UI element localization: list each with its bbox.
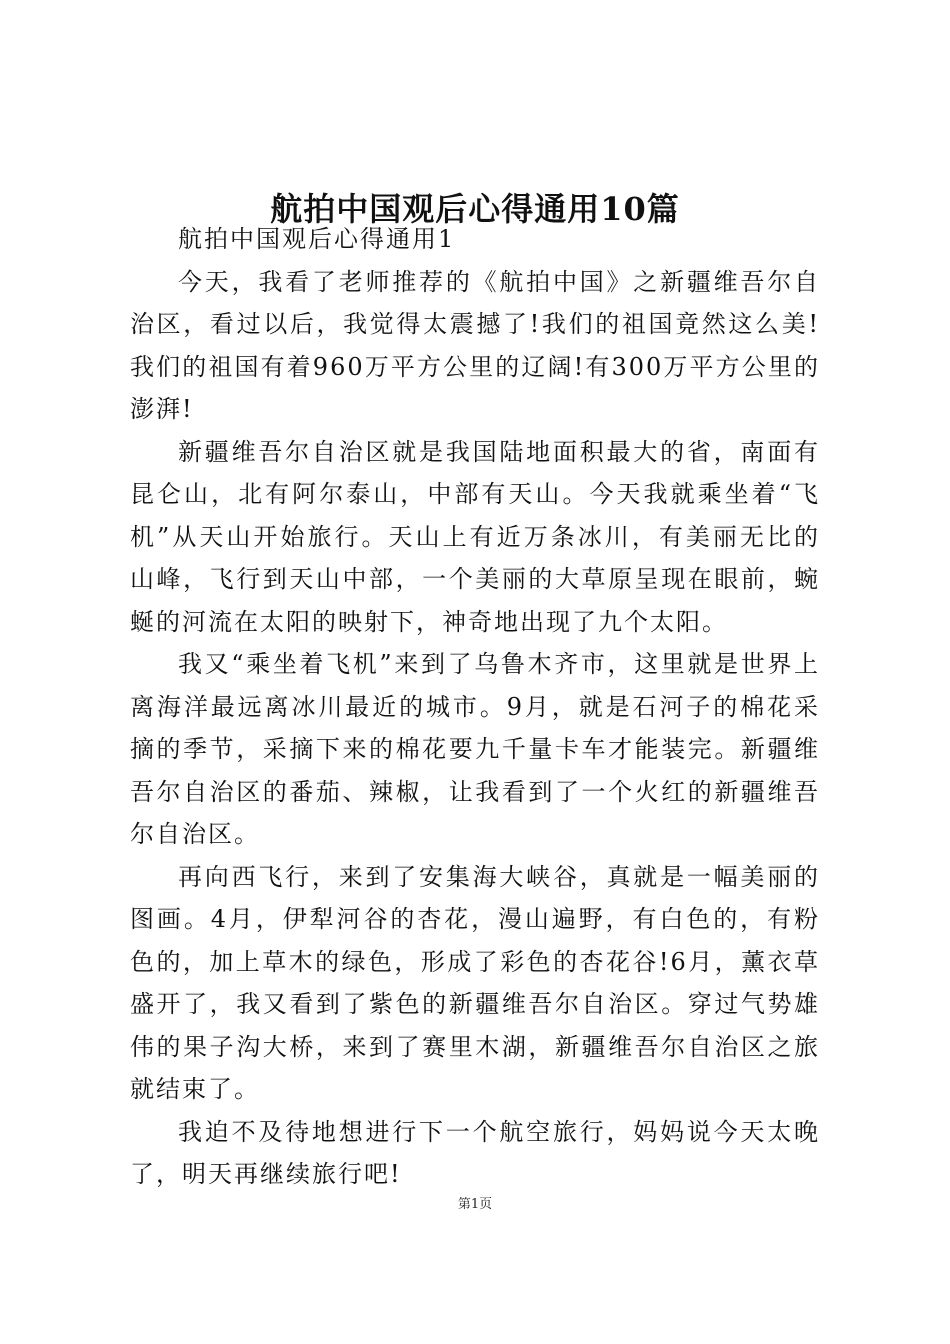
paragraph: 我又“乘坐着飞机”来到了乌鲁木齐市，这里就是世界上离海洋最远离冰川最近的城市。9月，就是石河子的棉花采摘的季节，采摘下来的棉花要九千量卡车才能装完。新疆维吾尔自治区的番茄、辣椒，让我看到了一个火红的新疆维吾尔自治区。 [130, 650, 820, 848]
document-title: 航拍中国观后心得通用10篇 [270, 190, 680, 228]
paragraph: 我迫不及待地想进行下一个航空旅行，妈妈说今天太晚了，明天再继续旅行吧! [130, 1117, 820, 1188]
paragraph: 今天，我看了老师推荐的《航拍中国》之新疆维吾尔自治区，看过以后，我觉得太震撼了!我们的祖国竟然这么美!我们的祖国有着960万平方公里的辽阔!有300万平方公里的澎湃! [130, 267, 820, 423]
paragraph: 再向西飞行，来到了安集海大峡谷，真就是一幅美丽的图画。4月，伊犁河谷的杏花，漫山遍野，有白色的，有粉色的，加上草木的绿色，形成了彩色的杏花谷!6月，薰衣草盛开了，我又看到了紫色的新疆维吾尔自治区。穿过气势雄伟的果子沟大桥，来到了赛里木湖，新疆维吾尔自治区之旅就结束了。 [130, 862, 820, 1103]
paragraph: 新疆维吾尔自治区就是我国陆地面积最大的省，南面有昆仑山，北有阿尔泰山，中部有天山。今天我就乘坐着“飞机”从天山开始旅行。天山上有近万条冰川，有美丽无比的山峰，飞行到天山中部，一个美丽的大草原呈现在眼前，蜿蜒的河流在太阳的映射下，神奇地出现了九个太阳。 [130, 437, 820, 636]
section-heading: 航拍中国观后心得通用1 [178, 225, 456, 253]
page-number: 第1页 [457, 1197, 493, 1212]
document-body [130, 218, 820, 1196]
